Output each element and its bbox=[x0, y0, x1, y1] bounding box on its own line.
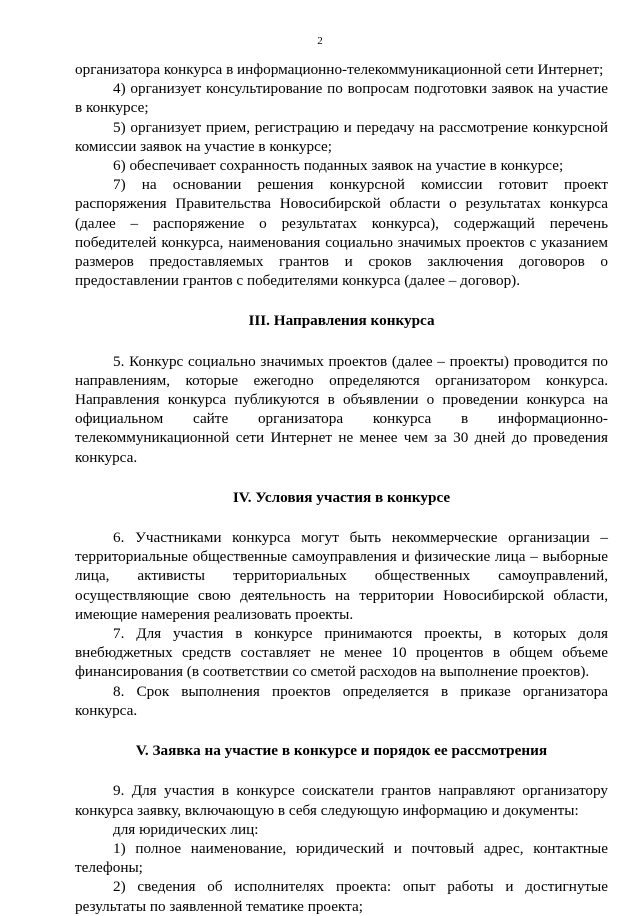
legal-entities-label: для юридических лиц: bbox=[113, 820, 259, 838]
section-heading-iii: III. Направления конкурса bbox=[248, 312, 435, 330]
paragraph-intro: организатора конкурса в информационно-телекоммуникационной сети Интернет; bbox=[75, 61, 604, 78]
paragraph-6: 6. Участниками конкурса могут быть некоммерческие организации – территориальные общественные самоуправления и физические лица – выборные лица, активисты территориальных общественных самоуправлений, осуществляющие свою деятельность на территории Новосибирской области, имеющие намерения реализовать проекты. bbox=[75, 529, 608, 623]
requirement-item-2: 2) сведения об исполнителях проекта: опыт работы и достигнутые результаты по заявленной тематике проекта; bbox=[75, 878, 608, 915]
paragraph-5: 5. Конкурс социально значимых проектов (далее – проекты) проводится по направлениям, которые ежегодно определяются организатором конкурса. Направления конкурса публикуются в объявлении о проведении конкурса на официальном сайте организатора конкурса в информационно-телекоммуникационной сети Интернет не менее чем за 30 дней до проведения конкурса. bbox=[75, 352, 608, 466]
list-item-5: 5) организует прием, регистрацию и передачу на рассмотрение конкурсной комиссии заявок на участие в конкурсе; bbox=[75, 118, 608, 155]
list-item-4: 4) организует консультирование по вопросам подготовки заявок на участие в конкурсе; bbox=[75, 80, 608, 117]
section-heading-v: V. Заявка на участие в конкурсе и порядок ее рассмотрения bbox=[135, 742, 548, 760]
requirement-item-1: 1) полное наименование, юридический и почтовый адрес, контактные телефоны; bbox=[75, 839, 608, 877]
list-item-6: 6) обеспечивает сохранность поданных заявок на участие в конкурсе; bbox=[113, 157, 564, 175]
paragraph-7: 7. Для участия в конкурсе принимаются проекты, в которых доля внебюджетных средств составляет не менее 10 процентов в общем объеме финансирования (в соответствии со сметой расходов на выполнение проектов). bbox=[75, 625, 608, 681]
document-body bbox=[75, 60, 608, 916]
page-number: 2 bbox=[317, 35, 323, 47]
section-heading-iv: IV. Условия участия в конкурсе bbox=[232, 488, 451, 506]
paragraph-8: 8. Срок выполнения проектов определяется в приказе организатора конкурса. bbox=[75, 682, 608, 719]
paragraph-9: 9. Для участия в конкурсе соискатели грантов направляют организатору конкурса заявку, включающую в себя следующую информацию и документы: bbox=[75, 782, 608, 819]
list-item-7: 7) на основании решения конкурсной комиссии готовит проект распоряжения Правительства Новосибирской области о результатах конкурса (далее – распоряжение о результатах конкурса), содержащий перечень победителей конкурса, наименования социально значимых проектов с указанием размеров предоставляемых грантов и сроков заключения договоров о предоставлении грантов с победителями конкурса (далее – договор). bbox=[75, 176, 608, 290]
